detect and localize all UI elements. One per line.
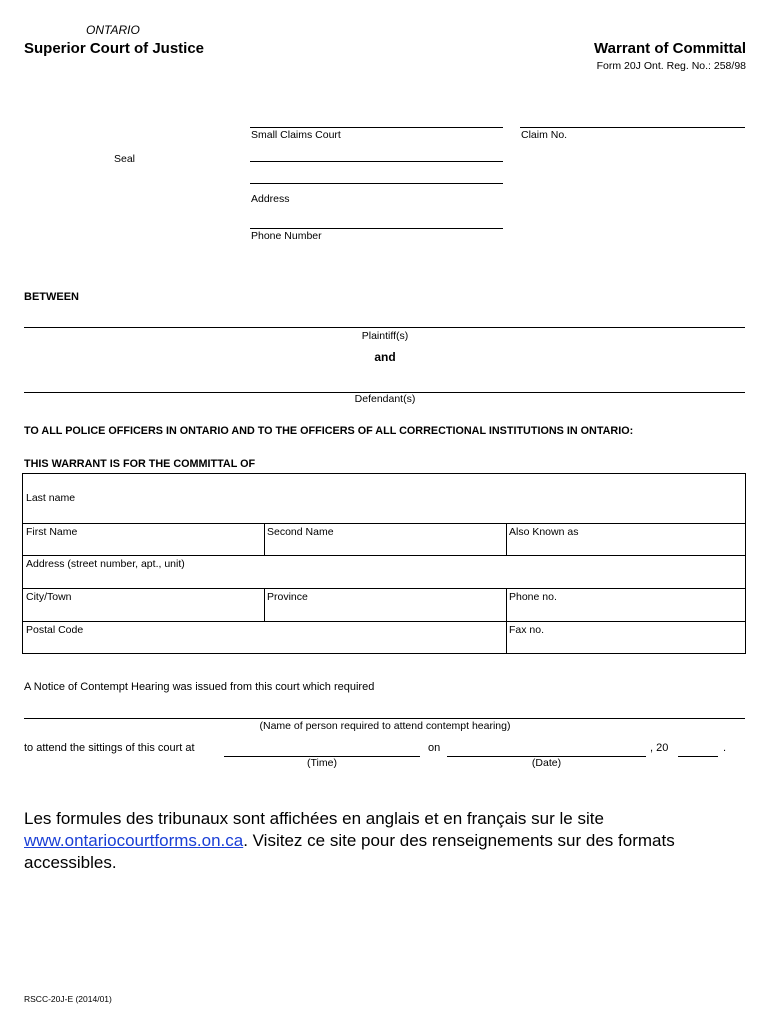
person-address-input[interactable] <box>27 570 743 587</box>
time-caption: (Time) <box>307 757 337 769</box>
form-title: Warrant of Committal <box>594 40 746 57</box>
ontario-court-forms-link[interactable]: www.ontariocourtforms.on.ca <box>24 831 244 850</box>
notice-text: A Notice of Contempt Hearing was issued from this court which required <box>24 681 375 693</box>
and-label: and <box>374 350 396 364</box>
phone-no-label: Phone no. <box>509 591 557 603</box>
province-label: ONTARIO <box>86 23 140 37</box>
court-name: Superior Court of Justice <box>24 40 205 57</box>
address-label: Address <box>251 193 290 205</box>
small-claims-court-label: Small Claims Court <box>251 129 341 141</box>
court-phone-line <box>250 228 503 229</box>
defendant-label: Defendant(s) <box>354 393 416 405</box>
fax-no-label: Fax no. <box>509 624 545 636</box>
phone-number-label: Phone Number <box>251 230 322 242</box>
french-notice-line2 <box>24 830 754 852</box>
city-town-label: City/Town <box>26 591 72 603</box>
year-line <box>678 756 718 757</box>
also-known-as-label: Also Known as <box>509 526 579 538</box>
plaintiff-line <box>24 327 745 328</box>
seal-label: Seal <box>114 153 136 165</box>
year-prefix: , 20 <box>650 742 669 754</box>
postal-code-label: Postal Code <box>26 624 84 636</box>
french-notice-line2-rest: . Visitez ce site pour des renseignements sur des formats <box>243 831 675 850</box>
claim-number-line <box>520 127 745 128</box>
french-notice-line1: Les formules des tribunaux sont affichées en anglais et en français sur le site <box>24 809 604 828</box>
form-code: RSCC-20J-E (2014/01) <box>24 994 112 1004</box>
attend-text: to attend the sittings of this court at <box>24 742 195 754</box>
person-address-label: Address (street number, apt., unit) <box>26 558 185 570</box>
form-number: Form 20J Ont. Reg. No.: 258/98 <box>596 60 746 72</box>
plaintiff-label: Plaintiff(s) <box>361 330 409 342</box>
french-notice-line3: accessibles. <box>24 853 117 872</box>
between-label: BETWEEN <box>24 291 79 303</box>
also-known-as-input[interactable] <box>510 537 744 554</box>
fax-no-input[interactable] <box>510 635 744 652</box>
province-field-label: Province <box>267 591 308 603</box>
court-address-line1 <box>250 161 503 162</box>
small-claims-court-line <box>250 127 503 128</box>
hearing-person-caption: (Name of person required to attend contempt hearing) <box>259 720 511 732</box>
on-text: on <box>428 742 441 754</box>
claim-number-label: Claim No. <box>521 129 568 141</box>
second-name-input[interactable] <box>268 537 504 554</box>
province-input[interactable] <box>268 603 504 620</box>
last-name-input[interactable] <box>27 504 743 521</box>
city-town-input[interactable] <box>27 603 263 620</box>
first-name-label: First Name <box>26 526 78 538</box>
postal-code-input[interactable] <box>27 635 505 652</box>
person-details-table <box>22 473 746 654</box>
second-name-label: Second Name <box>267 526 334 538</box>
address-to-officers: TO ALL POLICE OFFICERS IN ONTARIO AND TO THE OFFICERS OF ALL CORRECTIONAL INSTITUTIONS IN ONTARIO: <box>24 425 634 437</box>
date-caption: (Date) <box>531 757 562 769</box>
french-notice <box>24 808 754 874</box>
committal-heading: THIS WARRANT IS FOR THE COMMITTAL OF <box>24 458 256 470</box>
last-name-label: Last name <box>26 492 76 504</box>
court-address-line2 <box>250 183 503 184</box>
hearing-person-line <box>24 718 745 719</box>
first-name-input[interactable] <box>27 537 263 554</box>
period: . <box>723 742 727 754</box>
phone-no-input[interactable] <box>510 603 744 620</box>
